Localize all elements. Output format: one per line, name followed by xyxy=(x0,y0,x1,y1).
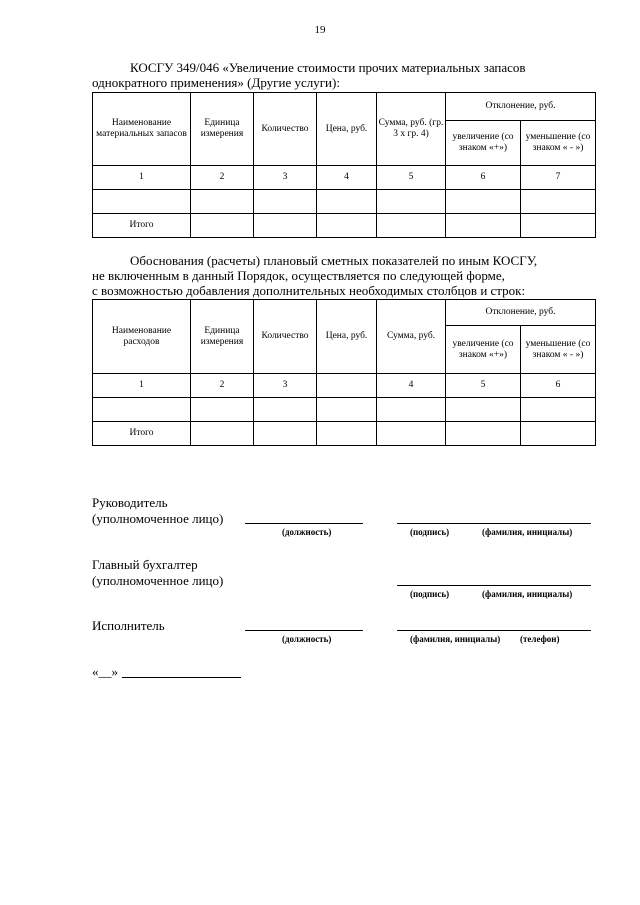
table-row xyxy=(93,190,596,214)
head-fullname-caption: (фамилия, инициалы) xyxy=(482,527,573,537)
header-name: Наименование материальных запасов xyxy=(93,93,191,166)
chief-signature-line xyxy=(397,585,591,586)
executor-label: Исполнитель xyxy=(92,618,165,633)
head-signatory-label xyxy=(92,495,223,527)
total-label: Итого xyxy=(93,214,191,238)
head-title: Руководитель xyxy=(92,495,168,510)
section2-paragraph-line1: Обоснования (расчеты) плановый сметных показателей по иным КОСГУ, xyxy=(130,253,538,268)
header-price: Цена, руб. xyxy=(317,93,377,166)
executor-position-caption: (должность) xyxy=(282,634,332,644)
chief-title: Главный бухгалтер xyxy=(92,557,198,572)
column-number-row xyxy=(93,166,596,190)
other-expenses-table xyxy=(92,299,596,446)
head-signature-caption: (подпись) xyxy=(410,527,450,537)
page-number: 19 xyxy=(314,24,326,36)
section1-heading-line2: однократного применения» (Другие услуги): xyxy=(92,75,340,90)
section2-paragraph xyxy=(92,253,595,298)
col-number: 2 xyxy=(191,166,254,190)
header-unit: Единица измерения xyxy=(191,93,254,166)
header-price: Цена, руб. xyxy=(317,300,377,374)
col-number: 4 xyxy=(377,374,446,398)
header-unit: Единица измерения xyxy=(191,300,254,374)
table-row xyxy=(93,398,596,422)
chief-accountant-label xyxy=(92,557,223,589)
header-decrease: уменьшение (со знаком « - ») xyxy=(521,121,596,166)
section2-paragraph-line2: не включенным в данный Порядок, осуществляется по следующей форме, xyxy=(92,268,505,283)
col-number: 6 xyxy=(521,374,596,398)
total-label: Итого xyxy=(93,422,191,446)
chief-authorized: (уполномоченное лицо) xyxy=(92,573,224,588)
col-number xyxy=(317,374,377,398)
header-qty: Количество xyxy=(254,300,317,374)
date-prefix: «__» xyxy=(92,664,118,679)
col-number: 3 xyxy=(254,374,317,398)
col-number: 4 xyxy=(317,166,377,190)
section1-heading xyxy=(92,60,595,90)
chief-signature-caption: (подпись) xyxy=(410,589,450,599)
col-number: 5 xyxy=(446,374,521,398)
header-increase: увеличение (со знаком «+») xyxy=(446,326,521,374)
col-number: 6 xyxy=(446,166,521,190)
col-number: 1 xyxy=(93,166,191,190)
header-sum: Сумма, руб. xyxy=(377,300,446,374)
head-position-caption: (должность) xyxy=(282,527,332,537)
executor-fullname-caption: (фамилия, инициалы) xyxy=(410,634,501,644)
section1-heading-line1: КОСГУ 349/046 «Увеличение стоимости прочих материальных запасов xyxy=(130,60,526,75)
header-deviation: Отклонение, руб. xyxy=(446,93,596,121)
executor-position-line xyxy=(245,630,363,631)
head-signature-line xyxy=(397,523,591,524)
material-stock-table xyxy=(92,92,596,238)
header-deviation: Отклонение, руб. xyxy=(446,300,596,326)
total-row xyxy=(93,214,596,238)
head-position-line xyxy=(245,523,363,524)
col-number: 3 xyxy=(254,166,317,190)
head-authorized: (уполномоченное лицо) xyxy=(92,511,224,526)
section2-paragraph-line3: с возможностью добавления дополнительных необходимых столбцов и строк: xyxy=(92,283,526,298)
column-number-row xyxy=(93,374,596,398)
col-number: 5 xyxy=(377,166,446,190)
date-line xyxy=(122,677,241,678)
header-name: Наименование расходов xyxy=(93,300,191,374)
col-number: 2 xyxy=(191,374,254,398)
executor-phone-caption: (телефон) xyxy=(520,634,560,644)
header-qty: Количество xyxy=(254,93,317,166)
header-increase: увеличение (со знаком «+») xyxy=(446,121,521,166)
header-decrease: уменьшение (со знаком « - ») xyxy=(521,326,596,374)
col-number: 7 xyxy=(521,166,596,190)
total-row xyxy=(93,422,596,446)
executor-name-line xyxy=(397,630,591,631)
header-sum: Сумма, руб. (гр. 3 х гр. 4) xyxy=(377,93,446,166)
col-number: 1 xyxy=(93,374,191,398)
chief-fullname-caption: (фамилия, инициалы) xyxy=(482,589,573,599)
